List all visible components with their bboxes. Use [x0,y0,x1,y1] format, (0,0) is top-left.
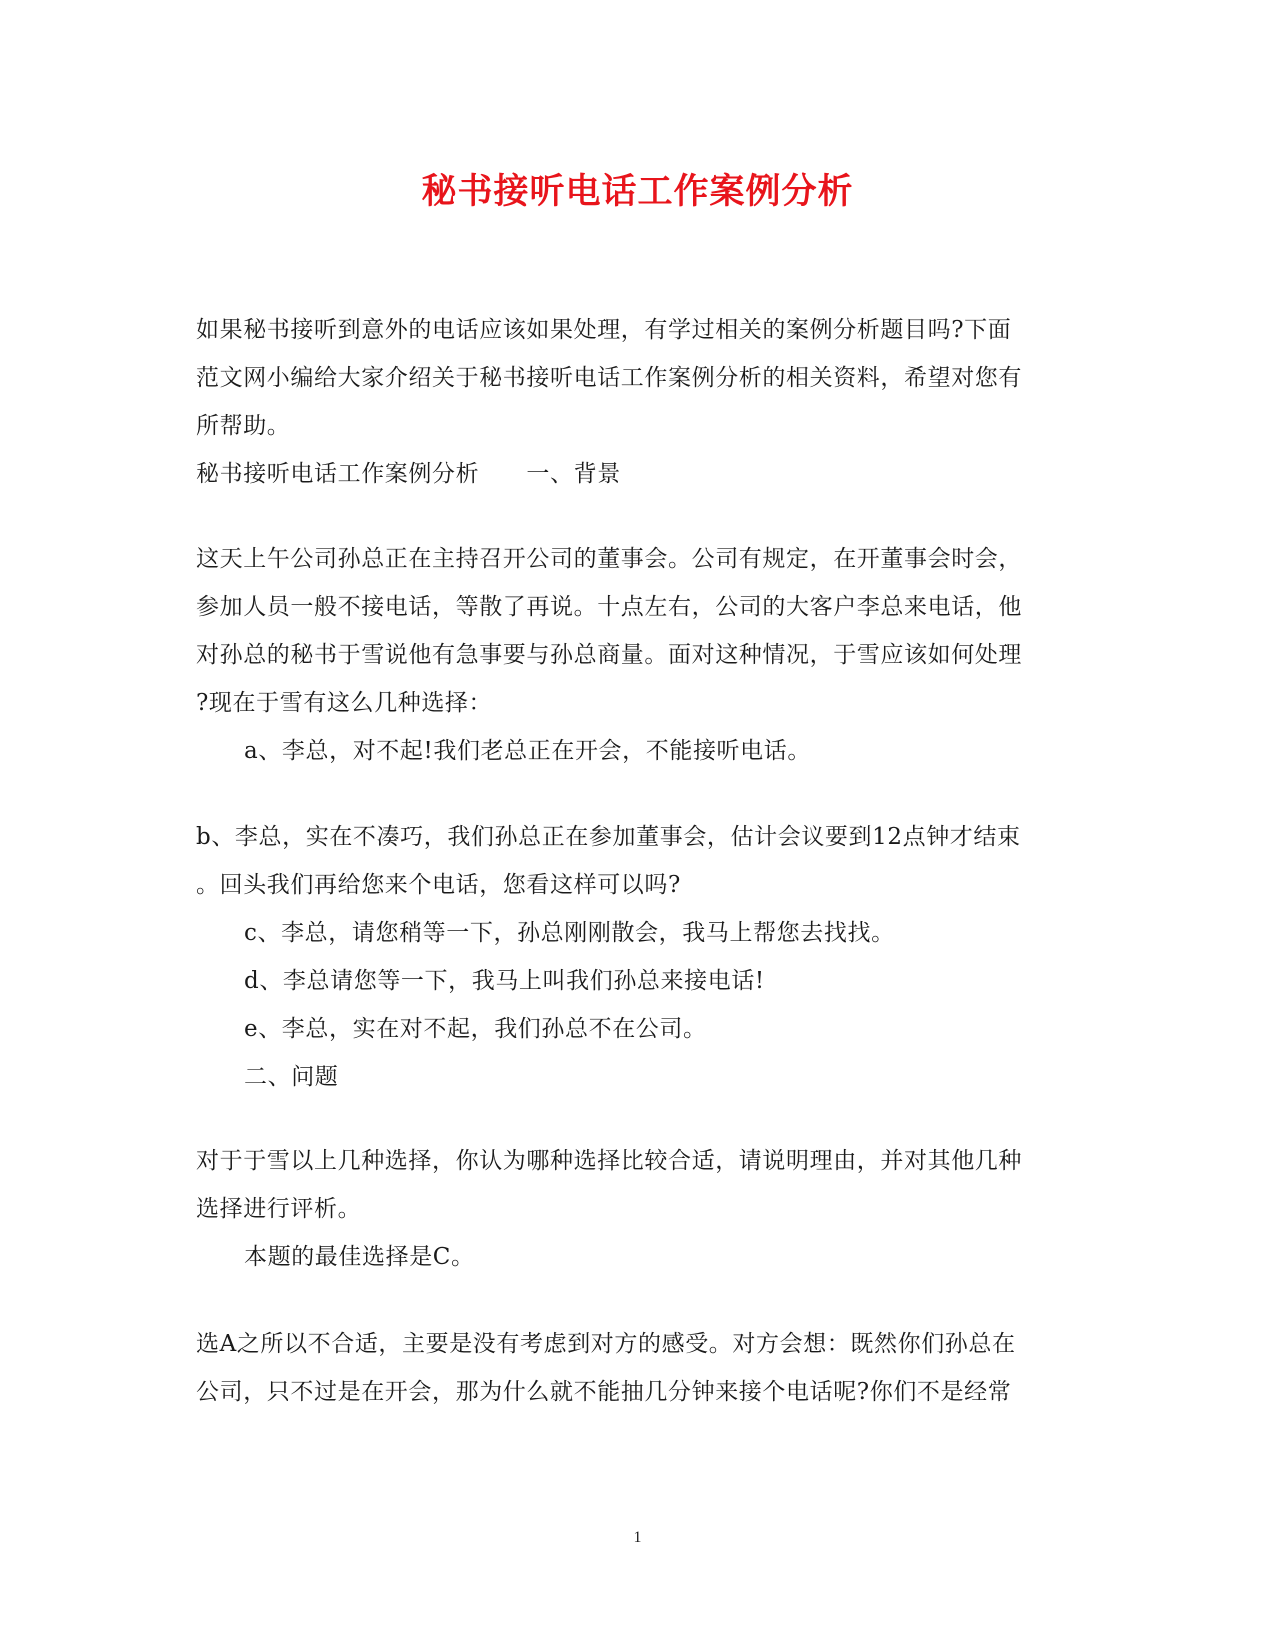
background-line-3: 对孙总的秘书于雪说他有急事要与孙总商量。面对这种情况，于雪应该如何处理 [196,642,1022,668]
background-paragraph [196,535,1076,775]
analysis-paragraph [196,1320,1076,1416]
intro-paragraph [196,306,1076,498]
background-line-2: 参加人员一般不接电话，等散了再说。十点左右，公司的大客户李总来电话，他 [196,594,1022,620]
intro-line-2: 范文网小编给大家介绍关于秘书接听电话工作案例分析的相关资料，希望对您有 [196,365,1022,391]
question-line-1: 对于于雪以上几种选择，你认为哪种选择比较合适，请说明理由，并对其他几种 [196,1148,1022,1174]
analysis-line-2: 公司，只不过是在开会，那为什么就不能抽几分钟来接个电话呢?你们不是经常 [196,1379,1012,1405]
options-block [196,813,1076,1101]
option-b-line-2: 。回头我们再给您来个电话，您看这样可以吗? [196,872,681,898]
option-a: a、李总，对不起!我们老总正在开会，不能接听电话。 [244,738,811,764]
analysis-line-1: 选A之所以不合适，主要是没有考虑到对方的感受。对方会想：既然你们孙总在 [196,1331,1016,1357]
question-paragraph [196,1137,1076,1281]
option-c: c、李总，请您稍等一下，孙总刚刚散会，我马上帮您去找找。 [244,920,895,946]
page-number: 1 [633,1529,642,1546]
document-title: 秘书接听电话工作案例分析 [421,171,854,212]
intro-line-3: 所帮助。 [196,413,291,439]
option-b-line-1: b、李总，实在不凑巧，我们孙总正在参加董事会，估计会议要到12点钟才结束 [196,824,1021,850]
background-line-4: ?现在于雪有这么几种选择： [196,690,493,716]
intro-line-1: 如果秘书接听到意外的电话应该如果处理，有学过相关的案例分析题目吗?下面 [196,317,1012,343]
question-line-2: 选择进行评析。 [196,1196,362,1222]
question-heading: 二、问题 [244,1064,339,1090]
option-d: d、李总请您等一下，我马上叫我们孙总来接电话! [244,968,765,994]
background-line-1: 这天上午公司孙总正在主持召开公司的董事会。公司有规定，在开董事会时会， [196,546,1022,572]
section-heading: 秘书接听电话工作案例分析 一、背景 [196,461,621,487]
answer-line: 本题的最佳选择是C。 [244,1244,475,1270]
option-e: e、李总，实在对不起，我们孙总不在公司。 [244,1016,707,1042]
